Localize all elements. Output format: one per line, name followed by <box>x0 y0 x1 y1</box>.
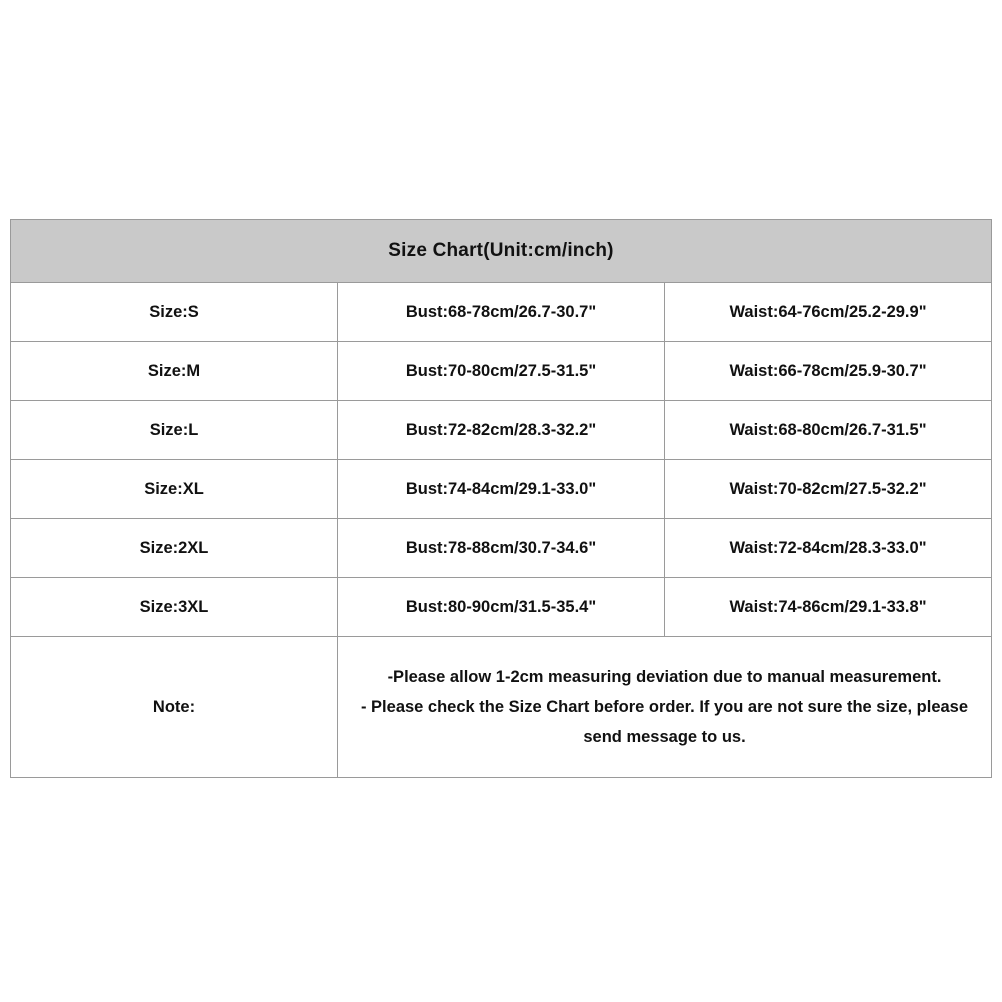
size-chart-table <box>10 219 992 778</box>
row-size-label: Size:M <box>11 342 338 401</box>
row-size-label: Size:L <box>11 401 338 460</box>
row-size-label: Size:S <box>11 283 338 342</box>
row-bust-value: Bust:80-90cm/31.5-35.4" <box>338 578 665 637</box>
table-row <box>11 519 992 578</box>
row-waist-value: Waist:68-80cm/26.7-31.5" <box>665 401 992 460</box>
note-line-1: -Please allow 1-2cm measuring deviation due to manual measurement. <box>387 667 942 686</box>
row-size-label: Size:3XL <box>11 578 338 637</box>
note-label: Note: <box>11 637 338 778</box>
table-row <box>11 342 992 401</box>
note-line-3: send message to us. <box>583 728 746 746</box>
size-chart-title: Size Chart(Unit:cm/inch) <box>11 220 992 283</box>
note-line-2: - Please check the Size Chart before order. If you are not sure the size, please <box>360 697 969 716</box>
row-waist-value: Waist:70-82cm/27.5-32.2" <box>665 460 992 519</box>
table-row <box>11 578 992 637</box>
row-waist-value: Waist:66-78cm/25.9-30.7" <box>665 342 992 401</box>
row-bust-value: Bust:74-84cm/29.1-33.0" <box>338 460 665 519</box>
row-bust-value: Bust:70-80cm/27.5-31.5" <box>338 342 665 401</box>
table-row <box>11 401 992 460</box>
row-waist-value: Waist:64-76cm/25.2-29.9" <box>665 283 992 342</box>
size-chart-container <box>10 219 992 778</box>
row-bust-value: Bust:78-88cm/30.7-34.6" <box>338 519 665 578</box>
row-bust-value: Bust:72-82cm/28.3-32.2" <box>338 401 665 460</box>
table-title-row <box>11 220 992 283</box>
table-row <box>11 283 992 342</box>
row-waist-value: Waist:72-84cm/28.3-33.0" <box>665 519 992 578</box>
note-row <box>11 637 992 778</box>
table-row <box>11 460 992 519</box>
row-size-label: Size:2XL <box>11 519 338 578</box>
row-size-label: Size:XL <box>11 460 338 519</box>
row-waist-value: Waist:74-86cm/29.1-33.8" <box>665 578 992 637</box>
row-bust-value: Bust:68-78cm/26.7-30.7" <box>338 283 665 342</box>
note-text <box>338 637 992 778</box>
